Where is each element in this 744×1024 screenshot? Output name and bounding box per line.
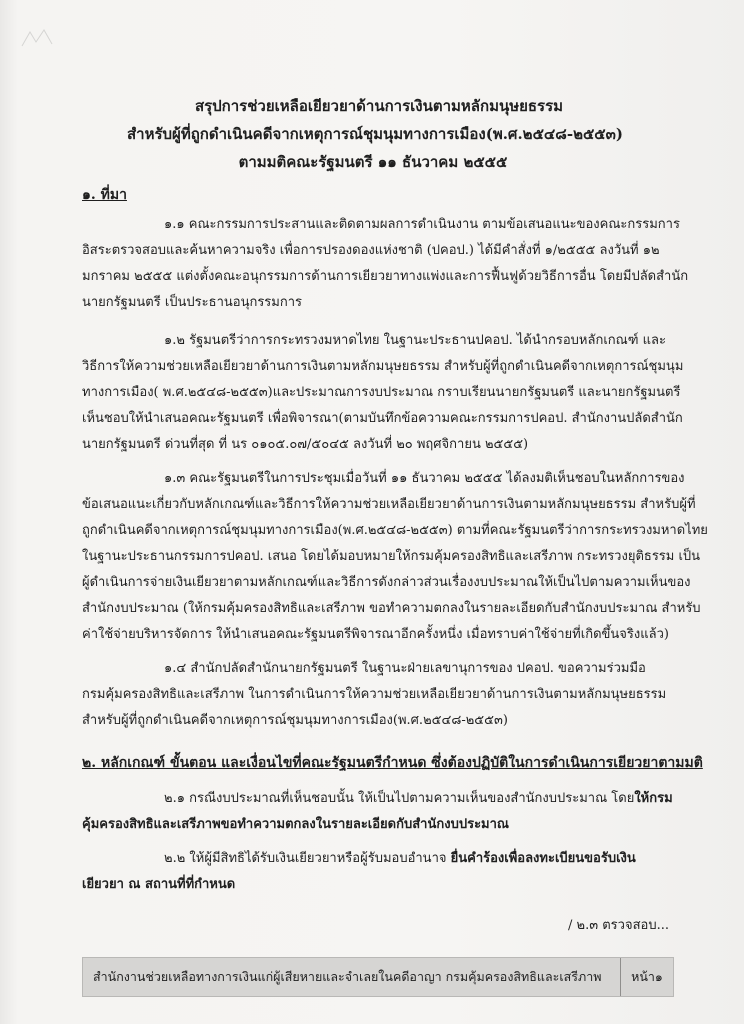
footer-office-name: สำนักงานช่วยเหลือทางการเงินแก่ผู้เสียหายและจำเลยในคดีอาญา กรมคุ้มครองสิทธิและเสรีภาพ: [93, 969, 602, 984]
title-line-1: สรุปการช่วยเหลือเยียวยาด้านการเงินตามหลักมนุษยธรรม: [194, 97, 564, 115]
continuation-note: / ๒.๓ ตรวจสอบ...: [568, 918, 669, 933]
paragraph-text: ๒.๒ ให้ผู้มีสิทธิได้รับเงินเยียวยาหรือผู้รับมอบอำนาจ: [164, 851, 451, 866]
paragraph-line: ข้อเสนอแนะเกี่ยวกับหลักเกณฑ์และวิธีการให้ความช่วยเหลือเยียวยาด้านการเงินตามหลักมนุษยธรรม สำหรับผู้ที่: [82, 497, 696, 512]
paragraph-line: วิธีการให้ความช่วยเหลือเยียวยาด้านการเงินตามหลักมนุษยธรรม สำหรับผู้ที่ถูกดำเนินคดีจากเหตุการณ์ชุมนุม: [82, 359, 684, 374]
section-2-2-paragraph: [82, 846, 658, 898]
section-2-heading: ๒. หลักเกณฑ์ ขั้นตอน และเงื่อนไขที่คณะรัฐมนตรีกำหนด ซึ่งต้องปฏิบัติในการดำเนินการเยียวยาตามมติ: [82, 755, 703, 771]
title-line-2: สำหรับผู้ที่ถูกดำเนินคดีจากเหตุการณ์ชุมนุมทางการเมือง(พ.ศ.๒๕๔๘-๒๕๕๓): [126, 125, 624, 143]
paragraph-text: ๒.๑ กรณีงบประมาณที่เห็นชอบนั้น ให้เป็นไปตามความเห็นของสำนักงบประมาณ โดย: [164, 791, 635, 806]
document-title: [0, 92, 744, 176]
page-footer: [82, 957, 674, 997]
paragraph-line: ๑.๑ คณะกรรมการประสานและติดตามผลการดำเนินงาน ตามข้อเสนอแนะของคณะกรรมการ: [164, 217, 680, 232]
paragraph-line: ทางการเมือง( พ.ศ.๒๕๔๘-๒๕๕๓)และประมาณการงบประมาณ กราบเรียนนายกรัฐมนตรี และนายกรัฐมนตรี: [82, 385, 681, 400]
section-1-2-paragraph: [82, 328, 684, 458]
emphasis-text: ให้กรม: [634, 791, 673, 806]
paragraph-line: กรมคุ้มครองสิทธิและเสรีภาพ ในการดำเนินการให้ความช่วยเหลือเยียวยาด้านการเงินตามหลักมนุษยธรรม: [82, 687, 667, 702]
emphasis-text: ยื่นคำร้องเพื่อลงทะเบียนขอรับเงิน: [450, 851, 636, 866]
paragraph-line: ๑.๔ สำนักปลัดสำนักนายกรัฐมนตรี ในฐานะฝ่ายเลขานุการของ ปคอป. ขอความร่วมมือ: [164, 661, 646, 676]
section-1-heading: ๑. ที่มา: [82, 187, 127, 203]
paragraph-line: นายกรัฐมนตรี เป็นประธานอนุกรรมการ: [82, 295, 303, 310]
emphasis-text: เยียวยา ณ สถานที่ที่กำหนด: [82, 877, 236, 892]
emphasis-text: คุ้มครองสิทธิและเสรีภาพขอทำความตกลงในรายละเอียดกับสำนักงบประมาณ: [82, 817, 509, 832]
title-line-3: ตามมติคณะรัฐมนตรี ๑๑ ธันวาคม ๒๕๕๕: [238, 153, 508, 171]
paragraph-line: [82, 846, 658, 872]
paragraph-line: ๑.๓ คณะรัฐมนตรีในการประชุมเมื่อวันที่ ๑๑ ธันวาคม ๒๕๕๕ ได้ลงมติเห็นชอบในหลักการของ: [164, 471, 685, 486]
paragraph-line: นายกรัฐมนตรี ด่วนที่สุด ที่ นร ๐๑๐๕.๐๗/๕๐๔๕ ลงวันที่ ๒๐ พฤศจิกายน ๒๕๕๕): [82, 437, 529, 452]
paragraph-line: ค่าใช้จ่ายบริหารจัดการ ให้นำเสนอคณะรัฐมนตรีพิจารณาอีกครั้งหนึ่ง เมื่อทราบค่าใช้จ่ายที่เกิดขึ้นจริงแล้ว): [82, 627, 669, 642]
section-1-3-paragraph: [82, 466, 708, 648]
paragraph-line: สำหรับผู้ที่ถูกดำเนินคดีจากเหตุการณ์ชุมนุมทางการเมือง(พ.ศ.๒๕๔๘-๒๕๕๓): [82, 713, 508, 728]
paragraph-line: มกราคม ๒๕๕๕ แต่งตั้งคณะอนุกรรมการด้านการเยียวยาทางแพ่งและการฟื้นฟูด้วยวิธีการอื่น โดยมีปลัดสำนัก: [82, 269, 689, 284]
scan-artifact-mark: [20, 26, 54, 50]
section-1-1-paragraph: [82, 212, 689, 316]
section-1-4-paragraph: [82, 656, 667, 734]
paragraph-line: ในฐานะประธานกรรมการปคอป. เสนอ โดยได้มอบหมายให้กรมคุ้มครองสิทธิและเสรีภาพ กระทรวงยุติธรรม เป็น: [82, 549, 701, 564]
paragraph-line: เห็นชอบให้นำเสนอคณะรัฐมนตรี เพื่อพิจารณา(ตามบันทึกข้อความคณะกรรมการปคอป. สำนักงานปลัดสำนัก: [82, 411, 683, 426]
paragraph-line: ผู้ดำเนินการจ่ายเงินเยียวยาตามหลักเกณฑ์และวิธีการดังกล่าวส่วนเรื่องงบประมาณให้เป็นไปตามความเห็นของ: [82, 575, 691, 590]
paragraph-line: ๑.๒ รัฐมนตรีว่าการกระทรวงมหาดไทย ในฐานะประธานปคอป. ได้นำกรอบหลักเกณฑ์ และ: [164, 333, 666, 348]
paragraph-line: ถูกดำเนินคดีจากเหตุการณ์ชุมนุมทางการเมือง(พ.ศ.๒๕๔๘-๒๕๕๓) ตามที่คณะรัฐมนตรีว่าการกระทรวงมหาดไทย: [82, 523, 708, 538]
paragraph-line: [82, 786, 673, 812]
page-number: หน้า๑: [631, 969, 663, 984]
paragraph-line: อิสระตรวจสอบและค้นหาความจริง เพื่อการปรองดองแห่งชาติ (ปคอป.) ได้มีคำสั่งที่ ๑/๒๕๕๕ ลงวันที่ ๑๒: [82, 243, 660, 258]
paragraph-line: สำนักงบประมาณ (ให้กรมคุ้มครองสิทธิและเสรีภาพ ขอทำความตกลงในรายละเอียดกับสำนักงบประมาณ สำหรับ: [82, 601, 701, 616]
section-2-1-paragraph: [82, 786, 673, 838]
